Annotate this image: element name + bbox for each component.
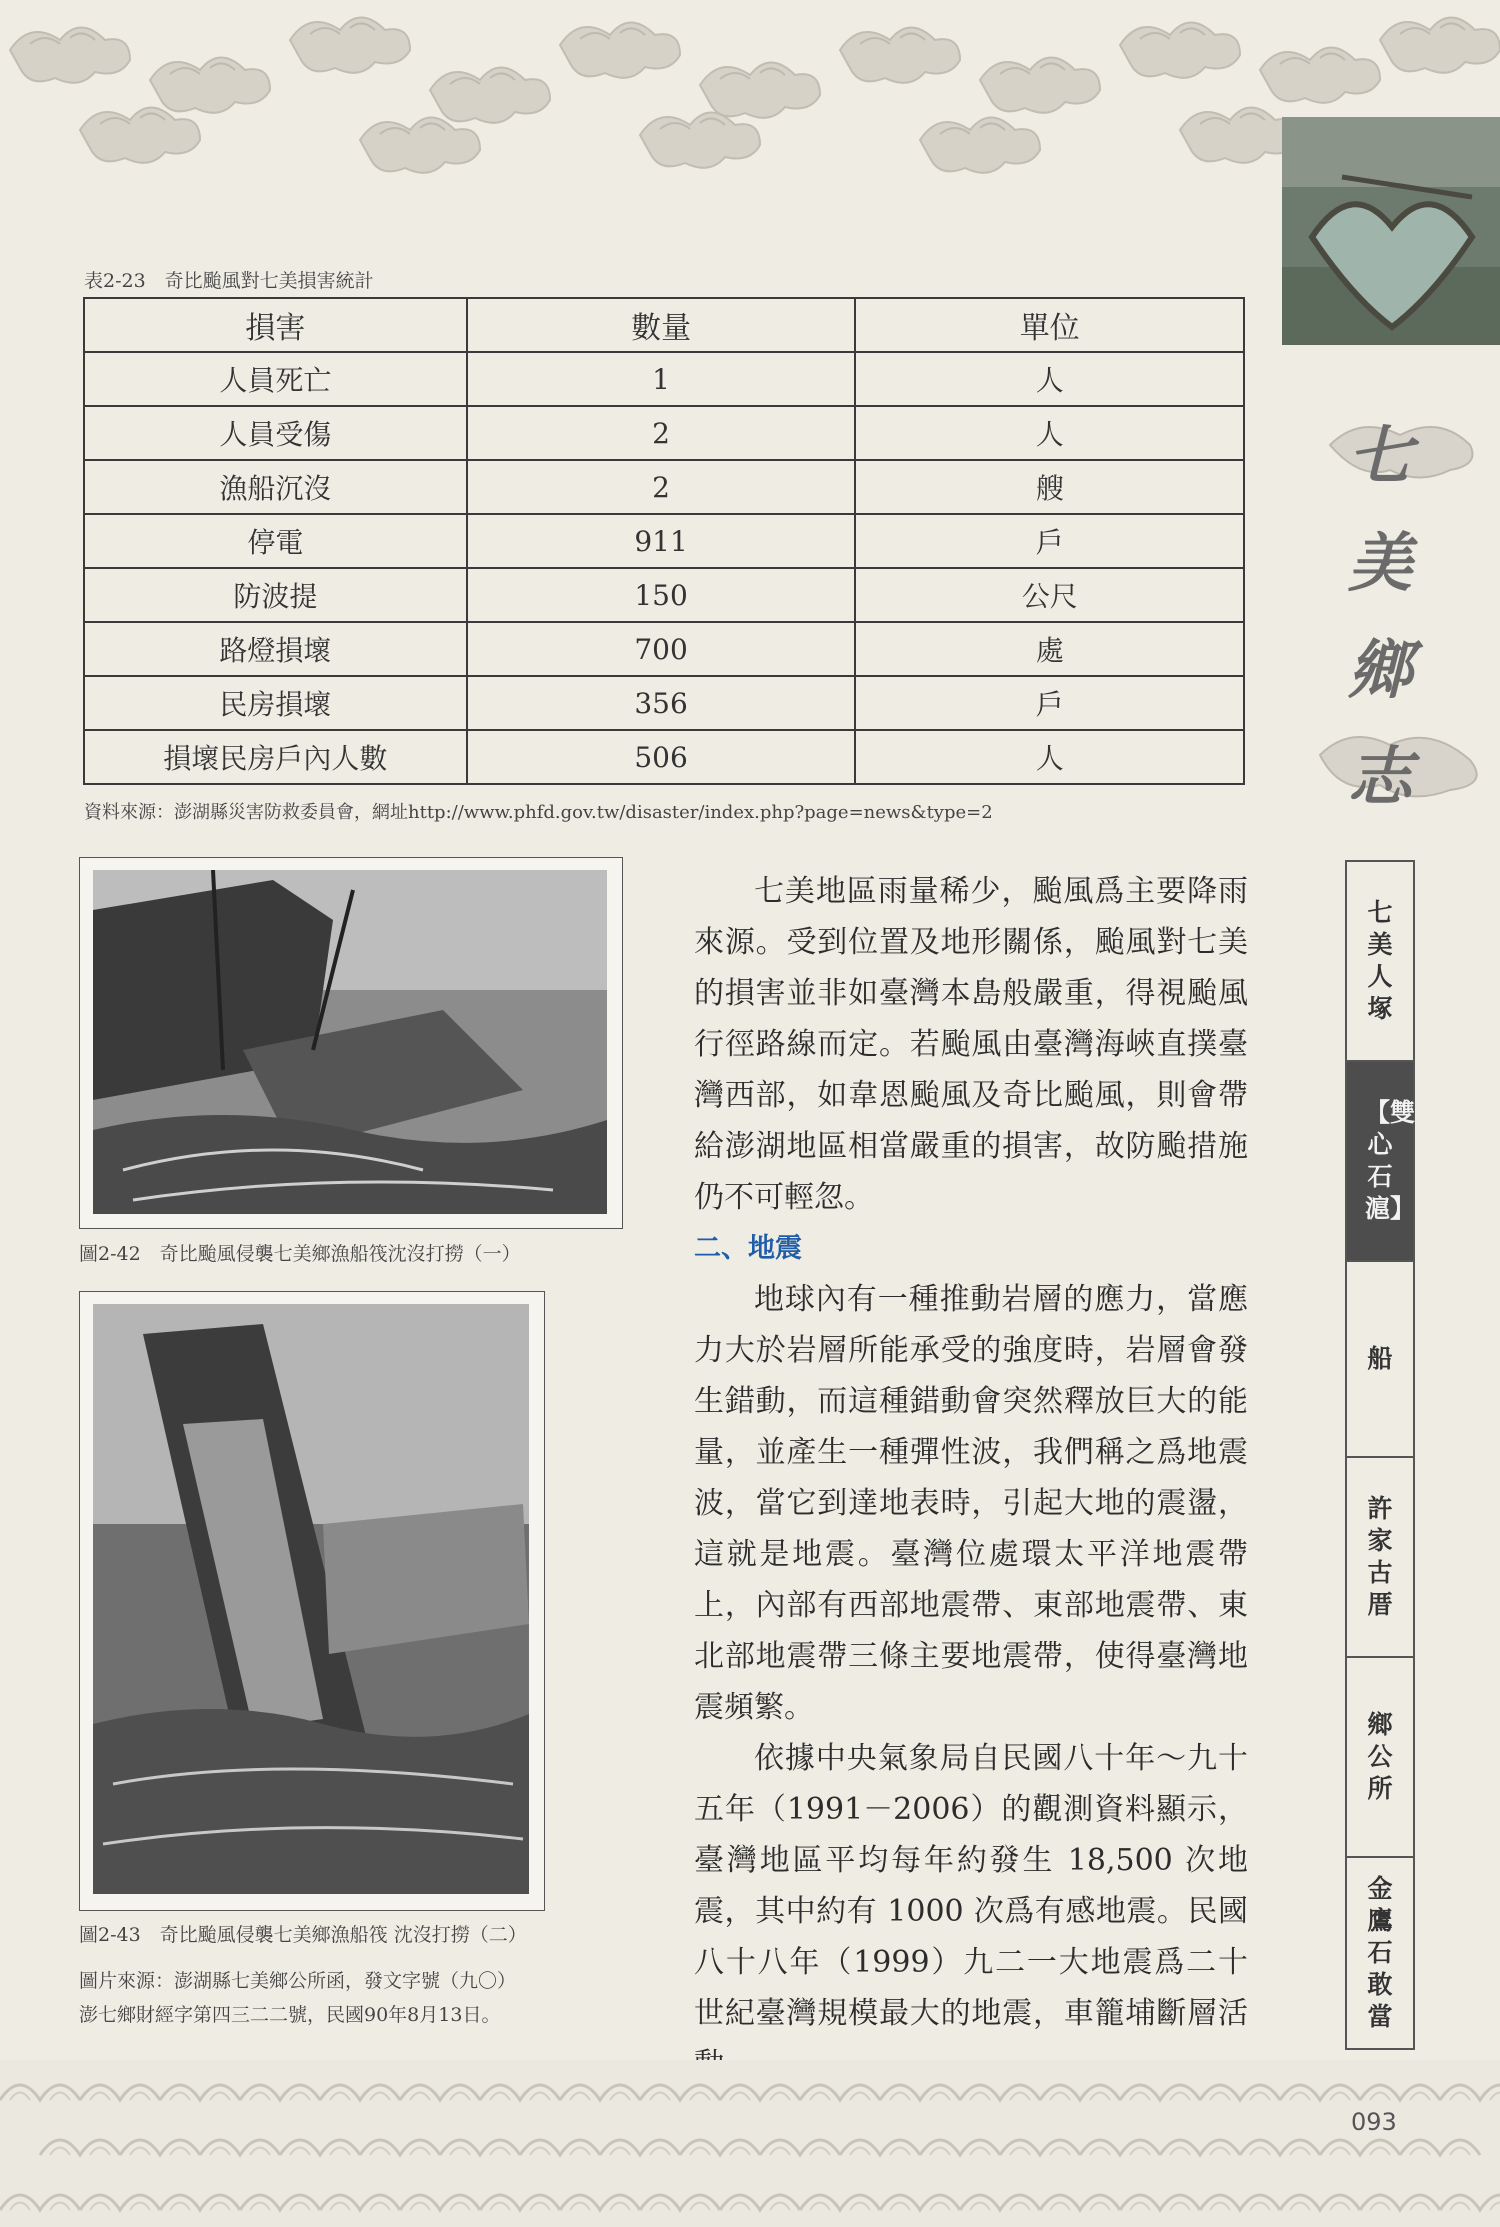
- side-nav: [1345, 860, 1415, 2050]
- table-row: [84, 730, 1244, 784]
- table-row: [84, 352, 1244, 406]
- side-nav-label: 【雙心石滬】: [1365, 1098, 1416, 1223]
- table-row: [84, 676, 1244, 730]
- body-text: [694, 866, 1248, 2090]
- cell-quantity: 150: [467, 568, 856, 622]
- brand-char-2: 美: [1348, 526, 1412, 601]
- cell-damage: 防波提: [84, 568, 467, 622]
- table-row: [84, 622, 1244, 676]
- side-nav-label: 七美人塚: [1367, 898, 1393, 1023]
- paragraph-statistics: 依據中央氣象局自民國八十年～九十五年（1991－2006）的觀測資料顯示，臺灣地區平均每年約發生 18,500 次地震，其中約有 1000 次爲有感地震。民國八十八年（1999）九二一大地震爲二十世紀臺灣規模最大的地震，車籠埔斷層活: [694, 1741, 1248, 2031]
- cell-unit: 戶: [855, 676, 1244, 730]
- table-title: 表2-23 奇比颱風對七美損害統計: [84, 270, 374, 292]
- cell-damage: 損壞民房戶內人數: [84, 730, 467, 784]
- sunken-boat-photo-1: [93, 870, 607, 1214]
- page-number: 093: [1351, 2108, 1397, 2136]
- side-nav-label: 船: [1367, 1344, 1393, 1373]
- brand-char-1: 七: [1348, 419, 1412, 494]
- table-row: [84, 460, 1244, 514]
- side-nav-item-house[interactable]: [1347, 1458, 1413, 1658]
- header-unit: 單位: [855, 298, 1244, 352]
- section-heading-earthquake: 二、地震: [694, 1233, 802, 1264]
- figure-2-43-frame: [79, 1291, 545, 1911]
- table-row: [84, 568, 1244, 622]
- brand-char-4: 志: [1348, 740, 1412, 815]
- cell-quantity: 1: [467, 352, 856, 406]
- paragraph-typhoon: 七美地區雨量稀少，颱風爲主要降雨來源。受到位置及地形關係，颱風對七美的損害並非如臺灣本島般嚴重，得視颱風行徑路線而定。若颱風由臺灣海峽直撲臺灣西部，如韋恩颱風及奇比颱風，則會帶給澎湖地區相當嚴重的損害，故防颱措施仍不可輕忽。: [694, 874, 1248, 1215]
- side-nav-item-boat[interactable]: [1347, 1262, 1413, 1458]
- cell-damage: 漁船沉沒: [84, 460, 467, 514]
- figure-2-42-caption: 圖2-42 奇比颱風侵襲七美鄉漁船筏沈沒打撈（一）: [79, 1243, 521, 1265]
- side-nav-item-tomb[interactable]: [1347, 862, 1413, 1062]
- cell-quantity: 911: [467, 514, 856, 568]
- image-source-line-1: 圖片來源：澎湖縣七美鄉公所函，發文字號（九〇）: [79, 1970, 517, 1992]
- cell-quantity: 2: [467, 460, 856, 514]
- cell-quantity: 506: [467, 730, 856, 784]
- table-row: [84, 514, 1244, 568]
- figure-2-43-caption: 圖2-43 奇比颱風侵襲七美鄉漁船筏 沈沒打撈（二）: [79, 1924, 527, 1946]
- cell-unit: 處: [855, 622, 1244, 676]
- cell-quantity: 700: [467, 622, 856, 676]
- header-damage: 損害: [84, 298, 467, 352]
- header-quantity: 數量: [467, 298, 856, 352]
- twin-hearts-weir-photo: [1282, 117, 1500, 345]
- cell-unit: 人: [855, 730, 1244, 784]
- side-nav-item-stone[interactable]: [1347, 1858, 1413, 2048]
- cell-unit: 人: [855, 406, 1244, 460]
- cell-unit: 人: [855, 352, 1244, 406]
- cell-damage: 人員受傷: [84, 406, 467, 460]
- figure-2-42-frame: [79, 857, 623, 1229]
- paragraph-earthquake: 地球內有一種推動岩層的應力，當應力大於岩層所能承受的強度時，岩層會發生錯動，而這種錯動會突然釋放巨大的能量，並產生一種彈性波，我們稱之爲地震波，當它到達地表時，引起大地的震盪，這就是地震。臺灣位處環太平洋地震帶上，內部有西部地震帶、東部地震帶、東北部地震帶三條主要地震帶，使得臺灣地震頻繁。: [694, 1282, 1248, 1725]
- side-nav-item-twin-hearts[interactable]: [1347, 1062, 1416, 1262]
- image-source-line-2: 澎七鄉財經字第四三二二號，民國90年8月13日。: [79, 2004, 501, 2026]
- side-nav-label: 鄉公所: [1367, 1710, 1393, 1803]
- wave-pattern-footer: [0, 2060, 1500, 2227]
- cell-damage: 路燈損壞: [84, 622, 467, 676]
- table-source: 資料來源：澎湖縣災害防救委員會，網址http://www.phfd.gov.tw/disaster/index.php?page=news&type=2: [84, 802, 993, 823]
- cell-damage: 人員死亡: [84, 352, 467, 406]
- cell-unit: 公尺: [855, 568, 1244, 622]
- cell-unit: 戶: [855, 514, 1244, 568]
- cell-damage: 停電: [84, 514, 467, 568]
- cell-quantity: 356: [467, 676, 856, 730]
- brand-char-3: 鄉: [1348, 633, 1412, 708]
- side-nav-label: 許家古厝: [1367, 1494, 1393, 1619]
- table-row: [84, 406, 1244, 460]
- cell-unit: 艘: [855, 460, 1244, 514]
- damage-table: [83, 297, 1245, 785]
- cell-quantity: 2: [467, 406, 856, 460]
- side-nav-label: 金鷹石敢當: [1367, 1874, 1393, 2031]
- sunken-boat-photo-2: [93, 1304, 529, 1894]
- cloud-pattern-header: [0, 0, 1500, 190]
- table-header-row: [84, 298, 1244, 352]
- side-nav-item-office[interactable]: [1347, 1658, 1413, 1858]
- cell-damage: 民房損壞: [84, 676, 467, 730]
